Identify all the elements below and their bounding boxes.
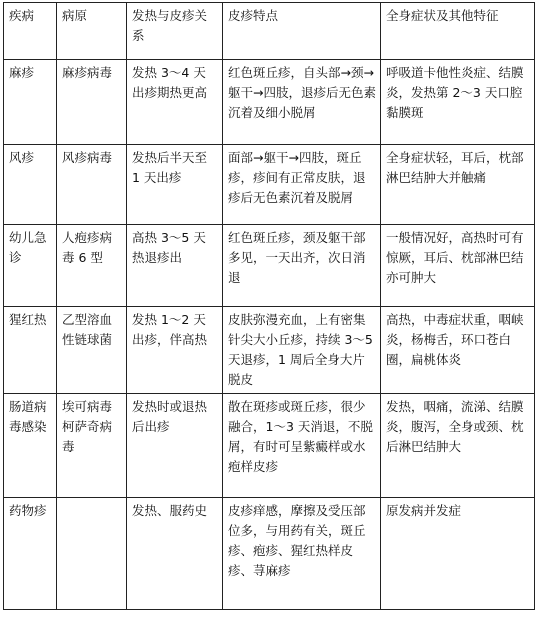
- table-row: [4, 145, 535, 225]
- table-cell: 肠道病毒感染: [4, 394, 57, 498]
- table-cell: 发热时或退热后出疹: [127, 394, 223, 498]
- table-cell: 药物疹: [4, 498, 57, 610]
- table-cell: 乙型溶血性链球菌: [57, 307, 127, 394]
- table-cell: 全身症状轻，耳后，枕部淋巴结肿大并触痛: [381, 145, 535, 225]
- rash-disease-table-container: [3, 2, 534, 610]
- table-cell: 发热、服药史: [127, 498, 223, 610]
- table-row: [4, 225, 535, 307]
- table-cell: 皮疹痒感，摩擦及受压部位多，与用药有关，斑丘疹、疱疹、猩红热样皮疹、荨麻疹: [223, 498, 381, 610]
- table-cell: 散在斑疹或斑丘疹，很少融合，1～3 天消退，不脱屑，有时可呈紫癜样或水疱样皮疹: [223, 394, 381, 498]
- table-row: [4, 498, 535, 610]
- table-cell: 呼吸道卡他性炎症、结膜炎，发热第 2～3 天口腔黏膜斑: [381, 60, 535, 145]
- table-cell: 一般情况好，高热时可有惊厥，耳后、枕部淋巴结亦可肿大: [381, 225, 535, 307]
- table-cell: 发热，咽痛，流涕、结膜炎，腹泻，全身或颈、枕后淋巴结肿大: [381, 394, 535, 498]
- table-cell: 发热 3～4 天出疹期热更高: [127, 60, 223, 145]
- header-cell: 病原: [57, 3, 127, 60]
- header-cell: 疾病: [4, 3, 57, 60]
- table-cell: 红色斑丘疹，颈及躯干部多见，一天出齐，次日消退: [223, 225, 381, 307]
- table-cell: 发热后半天至 1 天出疹: [127, 145, 223, 225]
- table-cell: 皮肤弥漫充血，上有密集针尖大小丘疹，持续 3～5 天退疹，1 周后全身大片脱皮: [223, 307, 381, 394]
- table-cell: 麻疹: [4, 60, 57, 145]
- table-cell: 埃可病毒柯萨奇病毒: [57, 394, 127, 498]
- table-cell: 人疱疹病毒 6 型: [57, 225, 127, 307]
- table-cell: 发热 1～2 天出疹，伴高热: [127, 307, 223, 394]
- header-cell: 全身症状及其他特征: [381, 3, 535, 60]
- table-cell: 红色斑丘疹，自头部→颈→躯干→四肢，退疹后无色素沉着及细小脱屑: [223, 60, 381, 145]
- header-cell: 发热与皮疹关系: [127, 3, 223, 60]
- table-header-row: [4, 3, 535, 60]
- table-cell: 原发病并发症: [381, 498, 535, 610]
- table-row: [4, 307, 535, 394]
- table-cell: 风疹: [4, 145, 57, 225]
- table-cell: 幼儿急诊: [4, 225, 57, 307]
- table-cell: [57, 498, 127, 610]
- table-row: [4, 60, 535, 145]
- table-cell: 猩红热: [4, 307, 57, 394]
- rash-disease-table: [3, 2, 535, 610]
- table-cell: 面部→躯干→四肢，斑丘疹，疹间有正常皮肤，退疹后无色素沉着及脱屑: [223, 145, 381, 225]
- table-cell: 风疹病毒: [57, 145, 127, 225]
- table-cell: 高热，中毒症状重，咽峡炎，杨梅舌，环口苍白圈，扁桃体炎: [381, 307, 535, 394]
- table-cell: 高热 3～5 天热退疹出: [127, 225, 223, 307]
- table-row: [4, 394, 535, 498]
- table-cell: 麻疹病毒: [57, 60, 127, 145]
- header-cell: 皮疹特点: [223, 3, 381, 60]
